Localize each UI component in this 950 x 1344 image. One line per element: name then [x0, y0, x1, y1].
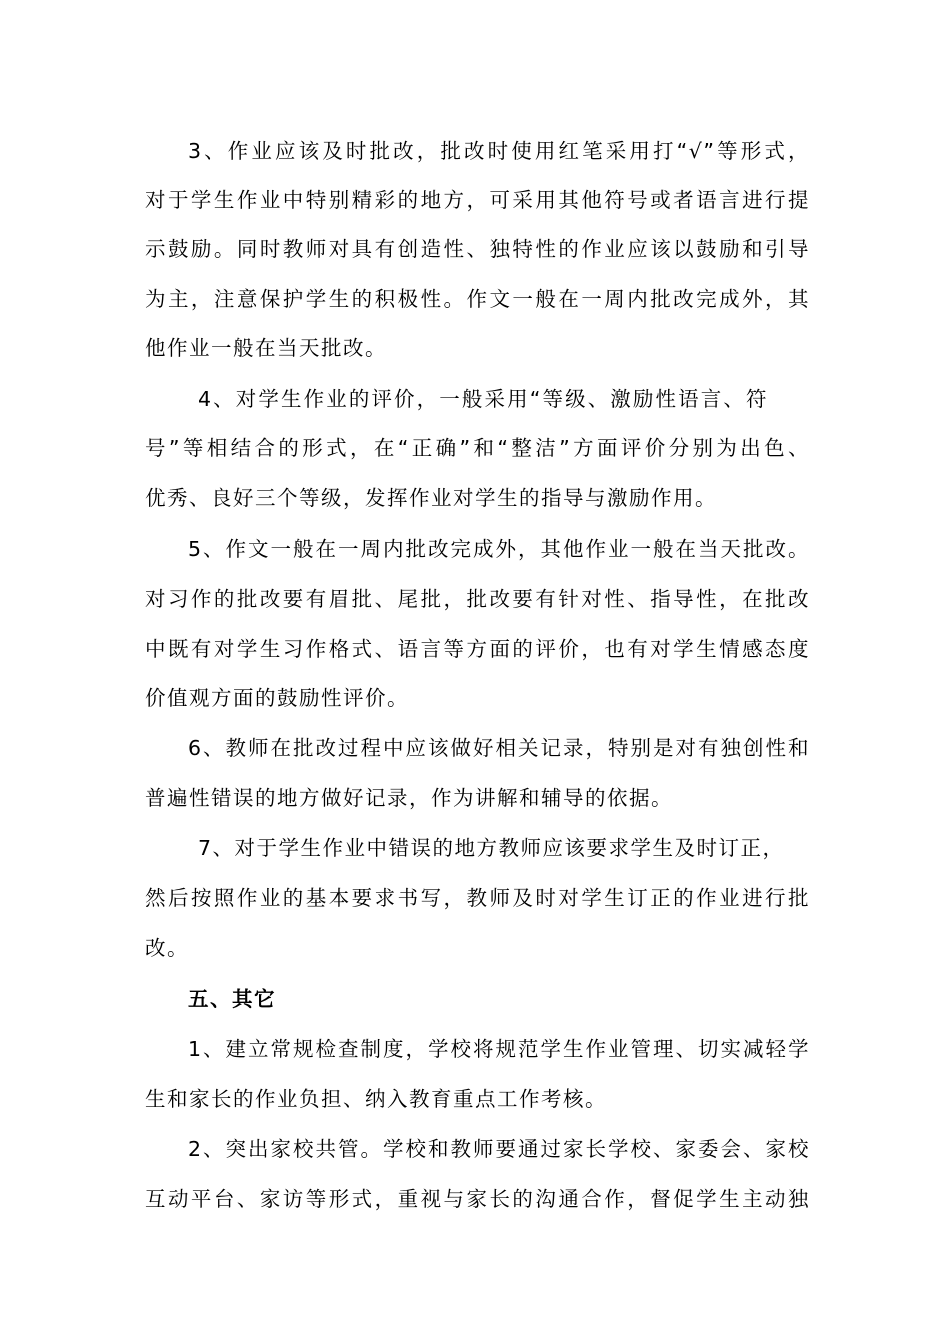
text-line: 优秀、良好三个等级，发挥作业对学生的指导与激励作用。	[145, 486, 717, 510]
text-line: 2、突出家校共管。学校和教师要通过家长学校、家委会、家校	[188, 1137, 810, 1161]
text-line: 7、对于学生作业中错误的地方教师应该要求学生及时订正，	[198, 836, 785, 860]
text-line: 价值观方面的鼓励性评价。	[145, 686, 409, 710]
text-line: 4、对学生作业的评价，一般采用“等级、激励性语言、符	[198, 387, 768, 411]
text-line: 生和家长的作业负担、纳入教育重点工作考核。	[145, 1087, 607, 1111]
text-line: 示鼓励。同时教师对具有创造性、独特性的作业应该以鼓励和引导	[145, 237, 810, 261]
text-line: 对习作的批改要有眉批、尾批，批改要有针对性、指导性，在批改	[145, 587, 810, 611]
text-line: 他作业一般在当天批改。	[145, 336, 387, 360]
text-line: 3、作业应该及时批改，批改时使用红笔采用打“√”等形式，	[188, 139, 810, 163]
section-heading: 五、其它	[188, 987, 276, 1011]
text-line: 号”等相结合的形式，在“正确”和“整洁”方面评价分别为出色、	[145, 436, 810, 460]
text-line: 6、教师在批改过程中应该做好相关记录，特别是对有独创性和	[188, 736, 810, 760]
text-line: 1、建立常规检查制度，学校将规范学生作业管理、切实减轻学	[188, 1037, 810, 1061]
text-line: 改。	[145, 936, 189, 960]
text-line: 5、作文一般在一周内批改完成外，其他作业一般在当天批改。	[188, 537, 810, 561]
text-line: 为主，注意保护学生的积极性。作文一般在一周内批改完成外，其	[145, 287, 810, 311]
text-line: 普遍性错误的地方做好记录，作为讲解和辅导的依据。	[145, 786, 673, 810]
text-line: 中既有对学生习作格式、语言等方面的评价，也有对学生情感态度	[145, 637, 810, 661]
text-line: 互动平台、家访等形式，重视与家长的沟通合作，督促学生主动独	[145, 1187, 810, 1211]
text-line: 对于学生作业中特别精彩的地方，可采用其他符号或者语言进行提	[145, 188, 810, 212]
text-line: 然后按照作业的基本要求书写，教师及时对学生订正的作业进行批	[145, 886, 810, 910]
